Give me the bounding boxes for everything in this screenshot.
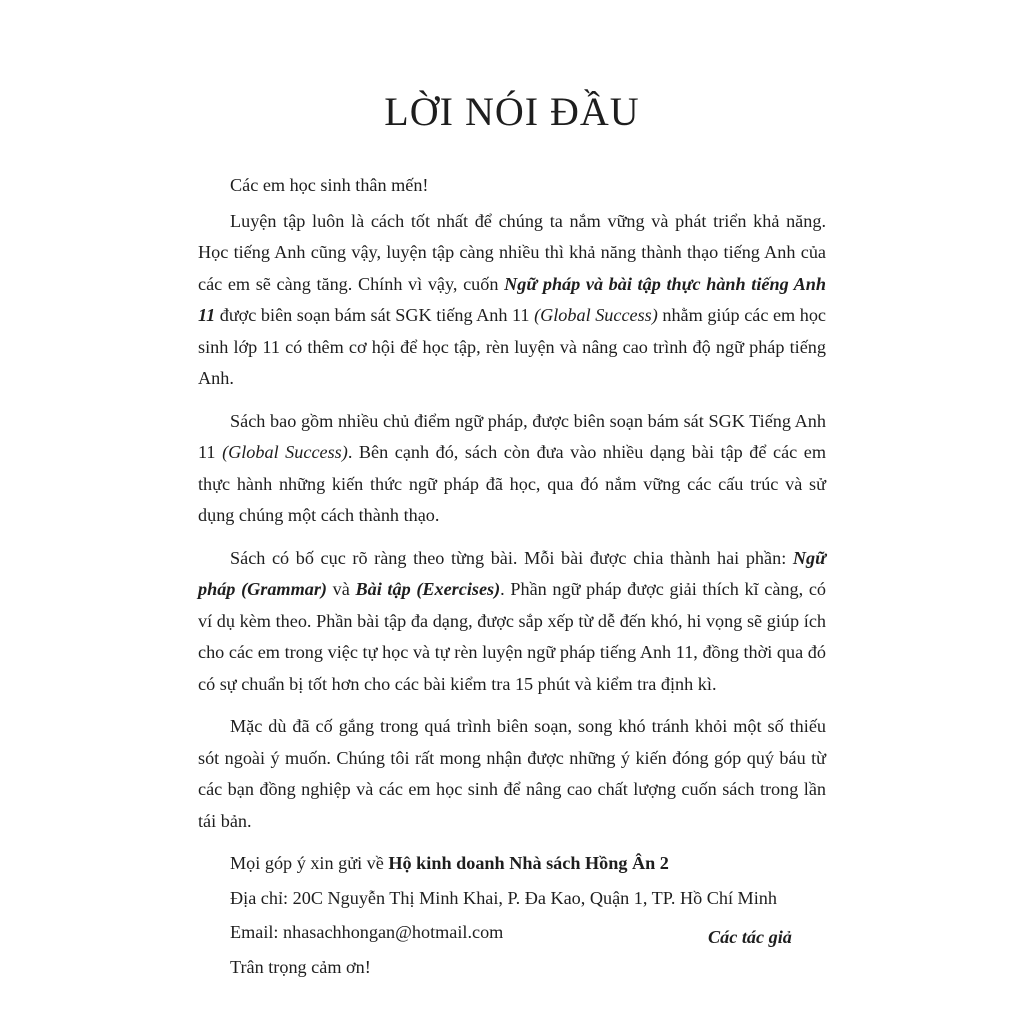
paragraph-3-text-b: . Phần ngữ pháp được giải thích kĩ càng, có ví dụ kèm theo. Phần bài tập đa dạng, được sắp xếp từ dễ đến khó, hi vọng sẽ giúp ích cho các em trong việc tự học và tự rèn luyện ngữ pháp tiếng Anh 11, đồng thời qua đó có sự chuẩn bị tốt hơn cho các bài kiểm tra 15 phút và kiểm tra định kì. <box>198 579 826 694</box>
email-line: Email: nhasachhongan@hotmail.com <box>230 922 504 942</box>
paragraph-1-text-c: nhằm giúp các em học sinh lớp 11 có thêm cơ hội để học tập, rèn luyện và nâng cao trình độ ngữ pháp tiếng Anh. <box>198 305 826 388</box>
thanks-line: Trân trọng cảm ơn! <box>230 956 371 977</box>
feedback-line <box>230 848 826 880</box>
paragraph-1-text-a: Luyện tập luôn là cách tốt nhất để chúng ta nắm vững và phát triển khả năng. Học tiếng Anh cũng vậy, luyện tập càng nhiều thì khả năng thành thạo tiếng Anh của các em sẽ càng tăng. Chính vì vậy, cuốn <box>198 210 826 294</box>
contact-block <box>198 848 826 983</box>
preface-body <box>198 170 826 986</box>
series-name: (Global Success) <box>534 305 658 325</box>
paragraph-1-text-b: được biên soạn bám sát SGK tiếng Anh 11 <box>215 305 535 325</box>
paragraph-4: Mặc dù đã cố gắng trong quá trình biên soạn, song khó tránh khỏi một số thiếu sót ngoài ý muốn. Chúng tôi rất mong nhận được những ý kiến đóng góp quý báu từ các bạn đồng nghiệp và các em học sinh để nâng cao chất lượng cuốn sách trong lần tái bản. <box>198 716 826 831</box>
paragraph-3-conjunction: và <box>326 579 356 599</box>
series-name: (Global Success) <box>222 442 348 462</box>
paragraph-2 <box>198 406 826 532</box>
paragraph-2-text-b: . Bên cạnh đó, sách còn đưa vào nhiều dạng bài tập để các em thực hành những kiến thức ngữ pháp đã học, qua đó nắm vững các cấu trúc và sử dụng chúng một cách thành thạo. <box>198 442 827 525</box>
paragraph-2-text-a: Sách bao gồm nhiều chủ điểm ngữ pháp, được biên soạn bám sát SGK Tiếng Anh 11 <box>198 410 826 462</box>
page-title: LỜI NÓI ĐẦU <box>384 89 640 134</box>
exercises-section-name: Bài tập (Exercises) <box>355 579 501 599</box>
paragraph-1 <box>198 206 826 395</box>
address-line: Địa chỉ: 20C Nguyễn Thị Minh Khai, P. Đa Kao, Quận 1, TP. Hồ Chí Minh <box>230 887 777 908</box>
signature: Các tác giả <box>708 927 792 947</box>
paragraph-3 <box>198 543 826 701</box>
grammar-section-name: Ngữ pháp (Grammar) <box>198 547 826 599</box>
paragraph-3-text-a: Sách có bố cục rõ ràng theo từng bài. Mỗi bài được chia thành hai phần: <box>230 547 793 568</box>
book-title: Ngữ pháp và bài tập thực hành tiếng Anh 11 <box>198 273 826 325</box>
greeting: Các em học sinh thân mến! <box>230 175 429 195</box>
feedback-prefix: Mọi góp ý xin gửi về <box>230 853 389 873</box>
publisher-name: Hộ kinh doanh Nhà sách Hồng Ân 2 <box>388 853 669 873</box>
